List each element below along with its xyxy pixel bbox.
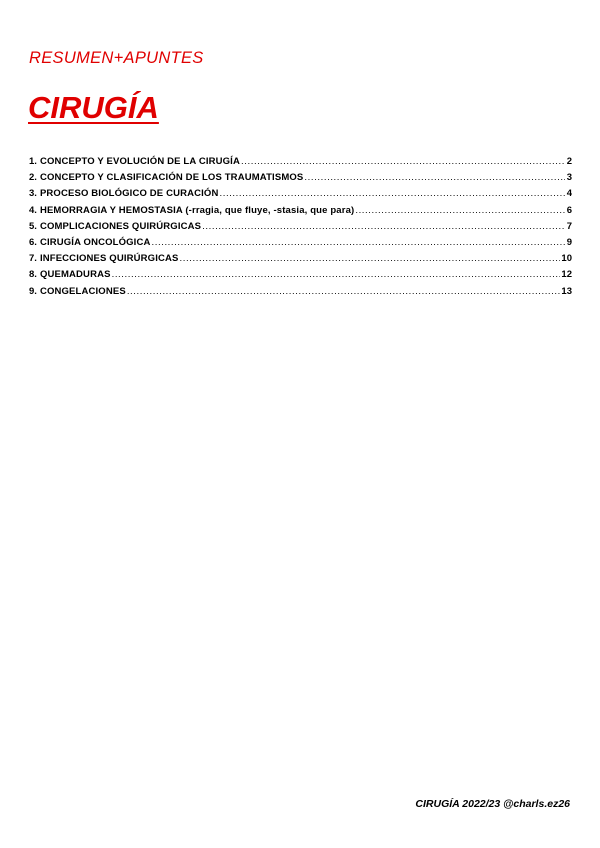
- toc-entry-page: 6: [566, 204, 572, 216]
- document-title: CIRUGÍA: [28, 90, 159, 125]
- page-footer: CIRUGÍA 2022/23 @charls.ez26: [415, 798, 570, 810]
- toc-dot-leader: [180, 253, 561, 264]
- toc-entry-page: 4: [566, 188, 572, 200]
- toc-dot-leader: [127, 286, 561, 297]
- toc-entry-6[interactable]: [29, 237, 572, 253]
- toc-dot-leader: [355, 205, 565, 216]
- toc-entry-label: PROCESO BIOLÓGICO DE CURACIÓN: [39, 188, 219, 200]
- toc-entry-label: INFECCIONES QUIRÚRGICAS: [39, 253, 179, 265]
- table-of-contents: [29, 156, 572, 302]
- toc-entry-page: 10: [561, 253, 572, 265]
- toc-entry-1[interactable]: [29, 156, 572, 172]
- toc-entry-number: 4.: [29, 204, 37, 216]
- toc-entry-page: 2: [566, 156, 572, 167]
- toc-entry-2[interactable]: [29, 172, 572, 188]
- toc-entry-page: 12: [561, 269, 572, 281]
- toc-entry-number: 3.: [29, 188, 37, 200]
- toc-dot-leader: [219, 188, 565, 199]
- toc-dot-leader: [112, 269, 561, 280]
- toc-dot-leader: [304, 172, 565, 183]
- toc-dot-leader: [151, 237, 565, 248]
- toc-entry-label: CIRUGÍA ONCOLÓGICA: [39, 236, 151, 248]
- toc-entry-number: 9.: [29, 285, 37, 297]
- toc-entry-number: 8.: [29, 269, 37, 281]
- toc-entry-page: 9: [566, 236, 572, 248]
- toc-entry-number: 2.: [29, 172, 37, 184]
- toc-entry-3[interactable]: [29, 188, 572, 204]
- toc-entry-9[interactable]: [29, 286, 572, 302]
- toc-entry-label: CONCEPTO Y EVOLUCIÓN DE LA CIRUGÍA: [39, 156, 240, 167]
- toc-entry-5[interactable]: [29, 221, 572, 237]
- toc-dot-leader: [241, 156, 565, 167]
- toc-entry-label: CONCEPTO Y CLASIFICACIÓN DE LOS TRAUMATISMOS: [39, 172, 304, 184]
- toc-entry-number: 6.: [29, 236, 37, 248]
- toc-entry-page: 3: [566, 172, 572, 184]
- toc-entry-4[interactable]: [29, 205, 572, 221]
- toc-entry-number: 7.: [29, 253, 37, 265]
- toc-entry-page: 13: [561, 285, 572, 297]
- toc-entry-label: COMPLICACIONES QUIRÚRGICAS: [39, 220, 202, 232]
- toc-entry-label: HEMORRAGIA Y HEMOSTASIA (-rragia, que fluye, -stasia, que para): [39, 204, 355, 216]
- toc-entry-label: CONGELACIONES: [39, 285, 126, 297]
- toc-dot-leader: [202, 221, 565, 232]
- toc-entry-8[interactable]: [29, 269, 572, 285]
- toc-entry-page: 7: [566, 220, 572, 232]
- document-subtitle: RESUMEN+APUNTES: [29, 49, 204, 67]
- toc-entry-number: 1.: [29, 156, 37, 167]
- toc-entry-number: 5.: [29, 220, 37, 232]
- toc-entry-label: QUEMADURAS: [39, 269, 111, 281]
- toc-entry-7[interactable]: [29, 253, 572, 269]
